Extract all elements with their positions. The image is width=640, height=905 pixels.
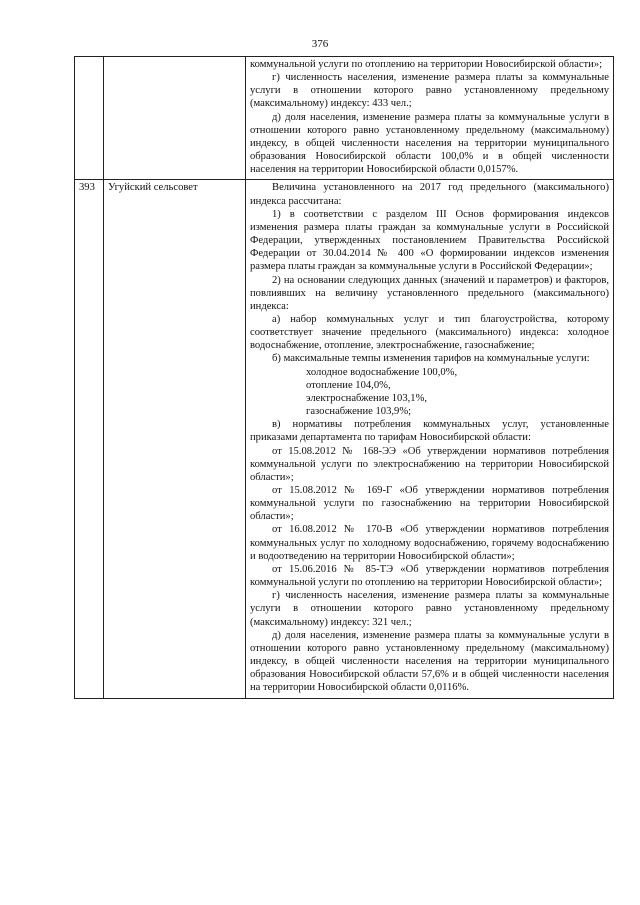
paragraph: Величина установленного на 2017 год предельного (максимального) индекса рассчитана:	[250, 182, 609, 207]
paragraph: от 15.08.2012 № 168-ЭЭ «Об утверждении нормативов потребления коммунальной услуги по электроснабжению на территории Новосибирской области»;	[250, 445, 609, 483]
paragraph: коммунальной услуги по отоплению на территории Новосибирской области»;	[250, 59, 603, 70]
tariff-line: холодное водоснабжение 100,0%,	[306, 366, 458, 378]
paragraph: д) доля населения, изменение размера платы за коммунальные услуги в отношении которого равно установленному предельному (максимальному) индексу, в общей численности населения на территории муниципального образования Новосибирской области 100,0% и в общей численности населения на территории Новосибирской области 0,0157%.	[250, 111, 609, 176]
paragraph: г) численность населения, изменение размера платы за коммунальные услуги в отношении которого равно установленному предельному (максимальному) индексу: 321 чел.;	[250, 590, 609, 628]
description-cell	[246, 180, 614, 698]
paragraph: д) доля населения, изменение размера платы за коммунальные услуги в отношении которого равно установленному предельному (максимальному) индексу, в общей численности населения на территории муниципального образования Новосибирской области 57,6% и в общей численности населения на территории Новосибирской области 0,0116%.	[250, 629, 609, 694]
row-number-cell	[75, 57, 104, 180]
tariff-line: отопление 104,0%,	[306, 379, 391, 391]
paragraph: от 15.08.2012 № 169-Г «Об утверждении нормативов потребления коммунальной услуги по газоснабжению на территории Новосибирской области»;	[250, 485, 609, 523]
page-number: 376	[311, 38, 329, 50]
table-row	[75, 180, 614, 698]
paragraph: 2) на основании следующих данных (значений и параметров) и факторов, повлиявших на величину установленного предельного (максимального) индекса:	[250, 274, 609, 312]
paragraph: 1) в соответствии с разделом III Основ формирования индексов изменения размера платы граждан за коммунальные услуги в Российской Федерации, утвержденных постановлением Правительства Российской Федерации от 30.04.2014 № 400 «О формировании индексов изменения размера платы граждан за коммунальные услуги в Российской Федерации»;	[250, 208, 609, 273]
row-number-cell: 393	[75, 180, 104, 698]
municipality-name-cell	[104, 57, 246, 180]
paragraph: а) набор коммунальных услуг и тип благоустройства, которому соответствует значение предельного (максимального) индекса: холодное водоснабжение, отопление, электроснабжение, газоснабжение;	[250, 313, 609, 352]
paragraph: от 16.08.2012 № 170-В «Об утверждении нормативов потребления коммунальных услуг по холодному водоснабжению, горячему водоснабжению и водоотведению на территории Новосибирской области»;	[250, 524, 609, 562]
municipality-name-cell: Угуйский сельсовет	[104, 180, 246, 698]
paragraph: в) нормативы потребления коммунальных услуг, установленные приказами департамента по тарифам Новосибирской области:	[250, 419, 609, 444]
paragraph: г) численность населения, изменение размера платы за коммунальные услуги в отношении которого равно установленному предельному (максимальному) индексу: 433 чел.;	[250, 72, 609, 110]
description-cell	[246, 57, 614, 180]
paragraph: б) максимальные темпы изменения тарифов на коммунальные услуги:	[272, 353, 590, 365]
tariff-line: электроснабжение 103,1%,	[306, 392, 428, 404]
tariff-line: газоснабжение 103,9%;	[306, 406, 412, 418]
table-row-continuation	[75, 57, 614, 180]
paragraph: от 15.06.2016 № 85-ТЭ «Об утверждении нормативов потребления коммунальной услуги по отоплению на территории Новосибирской области»;	[250, 563, 609, 589]
index-table	[74, 56, 614, 699]
